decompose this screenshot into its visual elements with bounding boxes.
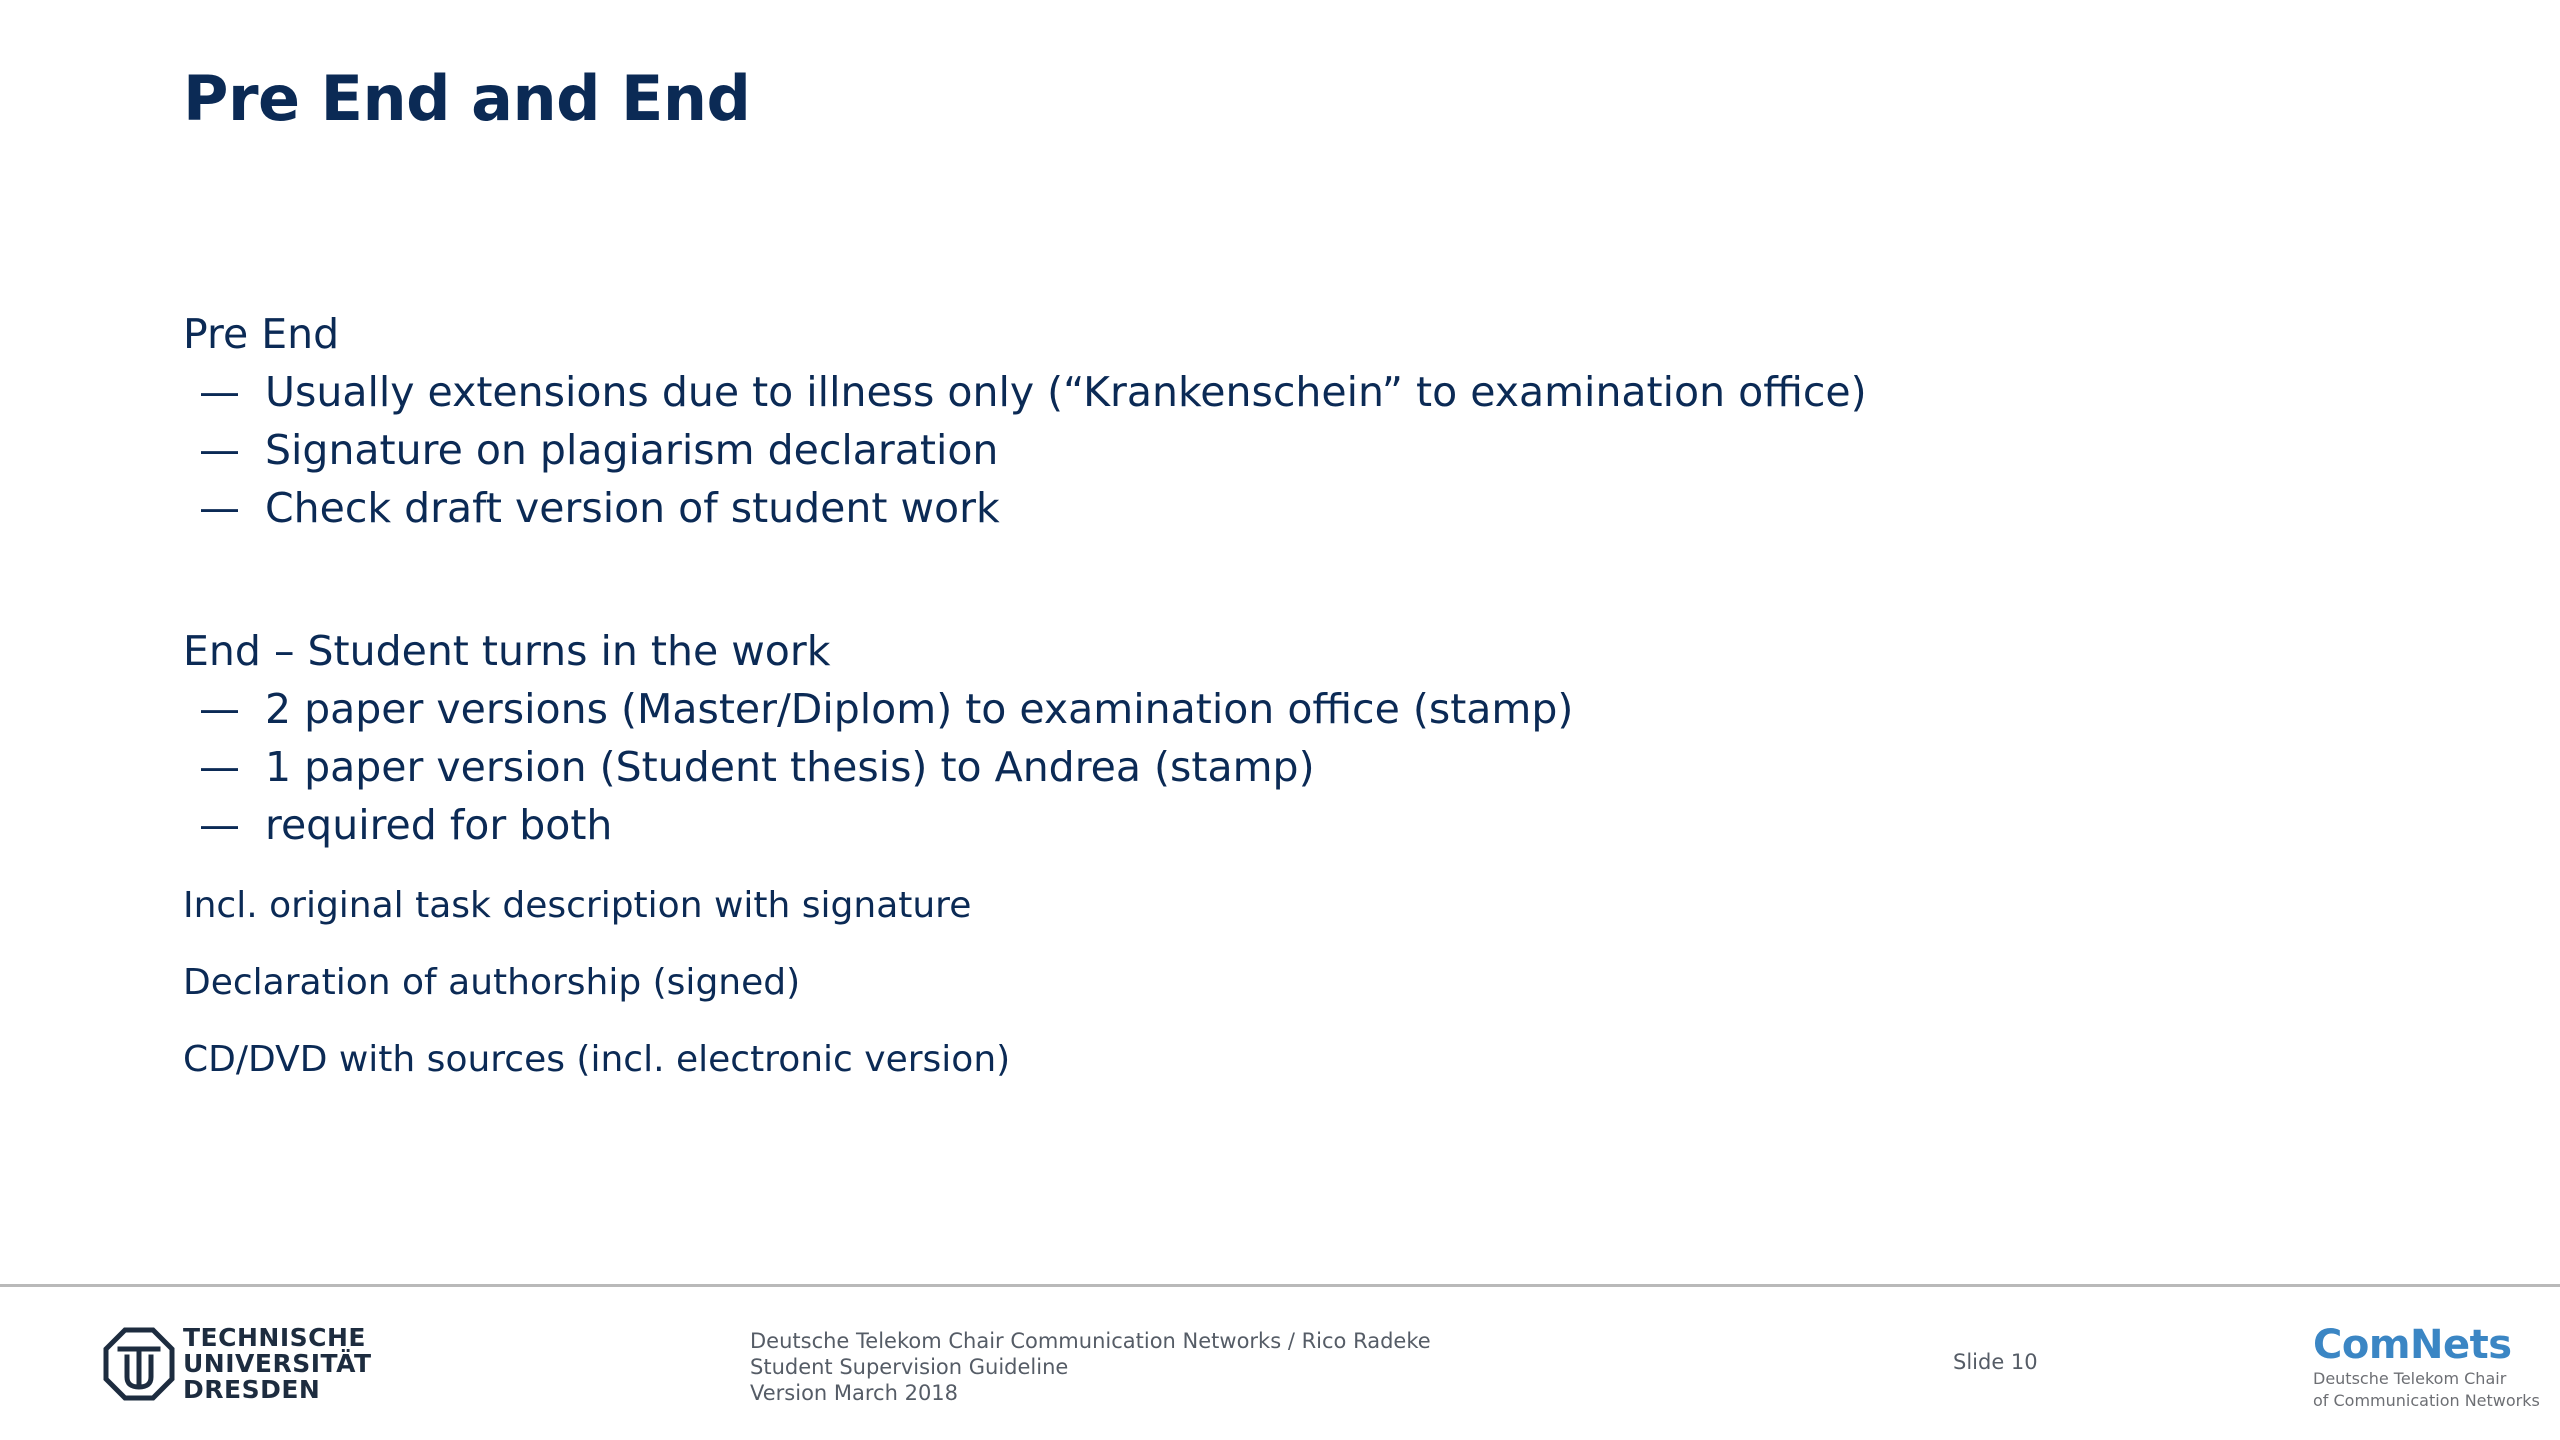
- comnets-logo: [2313, 1322, 2540, 1412]
- logo-line: UNIVERSITÄT: [183, 1349, 372, 1378]
- bullet-marker: —: [199, 426, 240, 474]
- plain-item: Declaration of authorship (signed): [183, 962, 801, 1003]
- logo-line: DRESDEN: [183, 1375, 321, 1404]
- list-item: [183, 738, 1573, 796]
- tu-dresden-emblem-icon: [103, 1327, 175, 1401]
- footer-divider: [0, 1284, 2560, 1287]
- comnets-wordmark: ComNets: [2313, 1322, 2512, 1368]
- list-item: [183, 363, 1867, 421]
- bullet-list: [183, 363, 1867, 537]
- bullet-list: [183, 680, 1573, 854]
- section-end: [183, 622, 1573, 854]
- section-heading: End – Student turns in the work: [183, 627, 831, 675]
- tu-dresden-wordmark: [183, 1325, 372, 1403]
- bullet-marker: —: [199, 743, 240, 791]
- section-heading: Pre End: [183, 310, 340, 358]
- footer-info: [750, 1328, 1431, 1406]
- tu-dresden-logo: [103, 1325, 372, 1403]
- footer-info-line: Student Supervision Guideline: [750, 1355, 1069, 1379]
- footer-info-line: Version March 2018: [750, 1381, 959, 1405]
- bullet-marker: —: [199, 801, 240, 849]
- bullet-marker: —: [199, 484, 240, 532]
- footer-info-line: Deutsche Telekom Chair Communication Networks / Rico Radeke: [750, 1329, 1431, 1353]
- slide-number: Slide 10: [1953, 1350, 2038, 1374]
- plain-item: Incl. original task description with signature: [183, 885, 972, 926]
- slide-title: Pre End and End: [183, 62, 751, 135]
- section-pre-end: [183, 305, 1867, 537]
- bullet-text: required for both: [265, 801, 613, 849]
- list-item: [183, 479, 1867, 537]
- bullet-text: Check draft version of student work: [265, 484, 1000, 532]
- bullet-marker: —: [199, 368, 240, 416]
- bullet-text: 1 paper version (Student thesis) to Andrea (stamp): [265, 743, 1315, 791]
- plain-item: CD/DVD with sources (incl. electronic version): [183, 1039, 1011, 1080]
- list-item: [183, 421, 1867, 479]
- bullet-text: 2 paper versions (Master/Diplom) to examination office (stamp): [265, 685, 1574, 733]
- comnets-subtitle: of Communication Networks: [2313, 1391, 2540, 1410]
- logo-line: TECHNISCHE: [183, 1323, 366, 1352]
- list-item: [183, 680, 1573, 738]
- bullet-marker: —: [199, 685, 240, 733]
- bullet-text: Signature on plagiarism declaration: [265, 426, 999, 474]
- comnets-subtitle: Deutsche Telekom Chair: [2313, 1369, 2507, 1388]
- list-item: [183, 796, 1573, 854]
- bullet-text: Usually extensions due to illness only (“Krankenschein” to examination office): [265, 368, 1867, 416]
